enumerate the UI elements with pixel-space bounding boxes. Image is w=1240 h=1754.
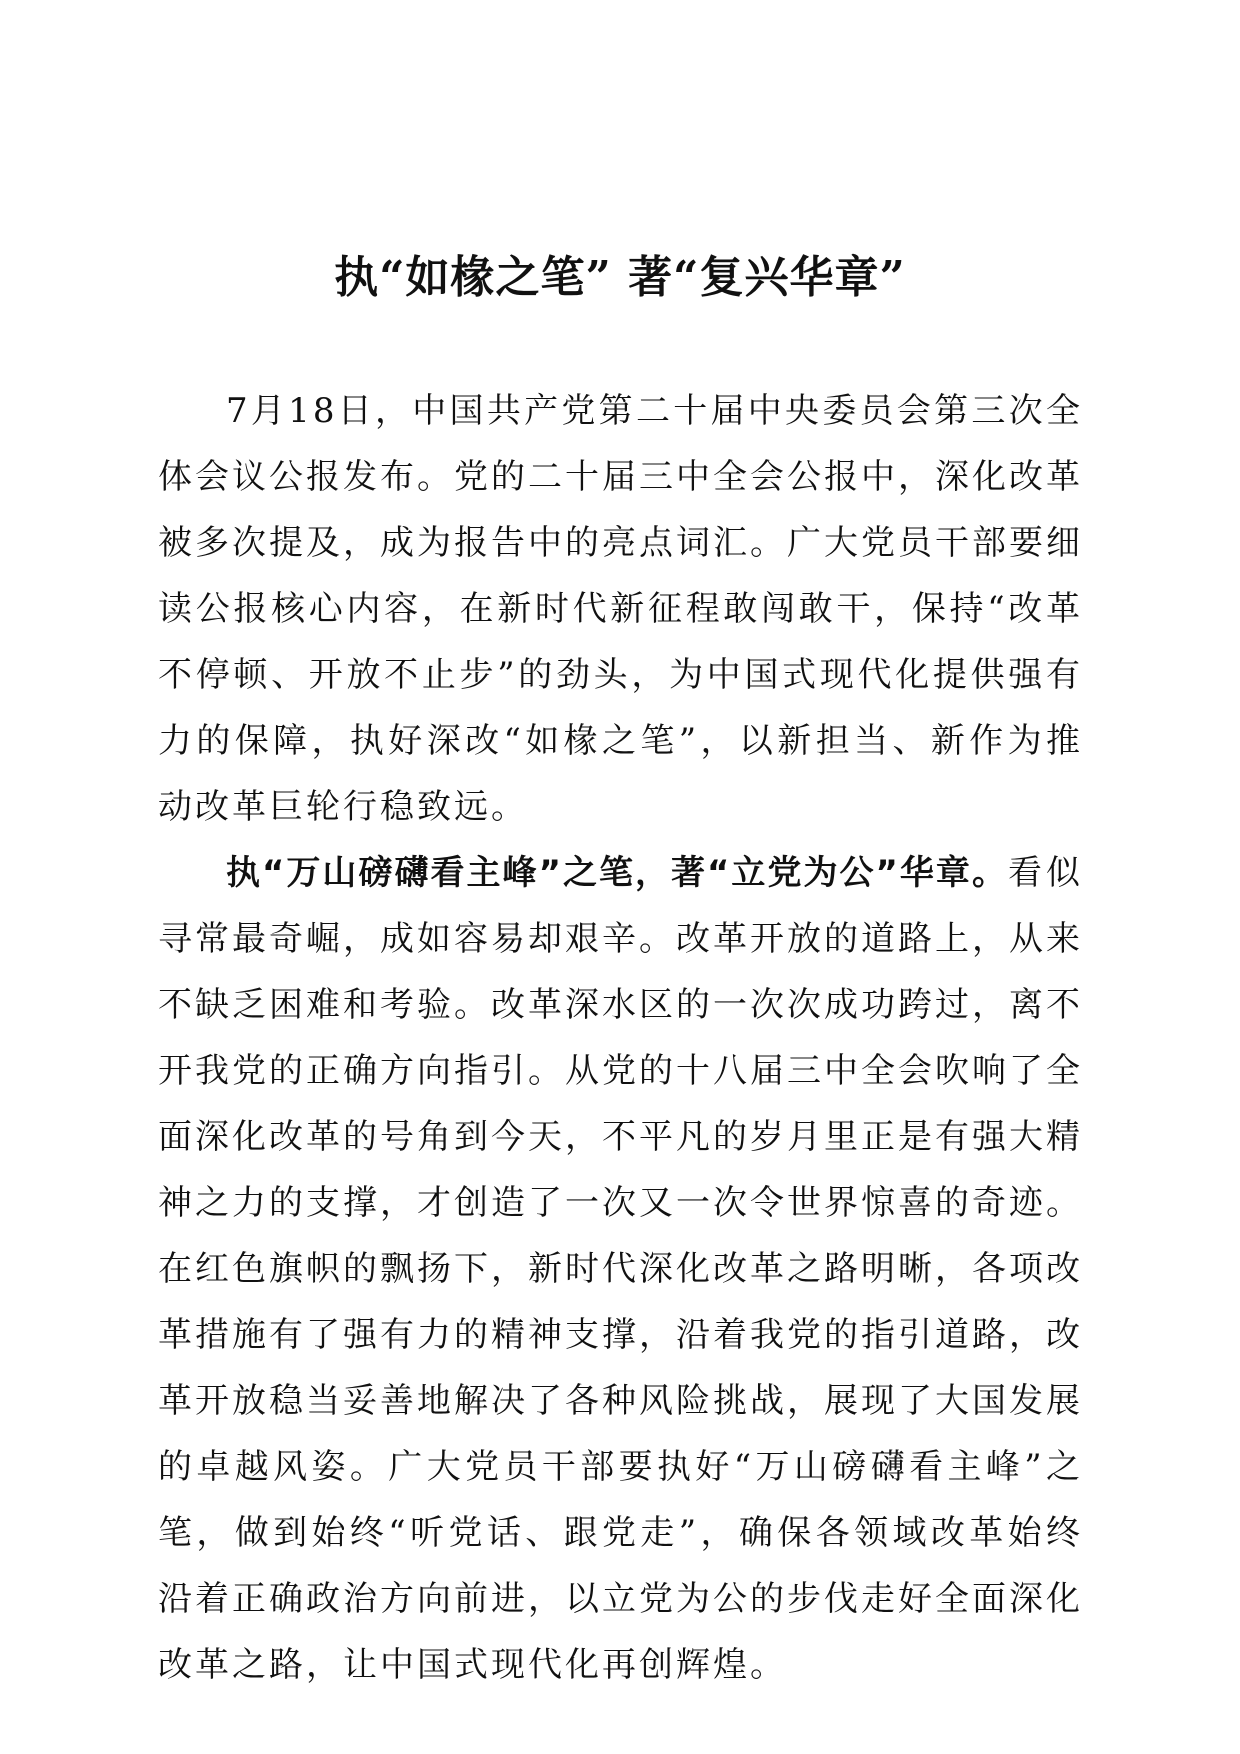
paragraph-text: 看似寻常最奇崛，成如容易却艰辛。改革开放的道路上，从来不缺乏困难和考验。改革深水区的一次次成功跨过，离不开我党的正确方向指引。从党的十八届三中全会吹响了全面深化改革的号角到今天，不平凡的岁月里正是有强大精神之力的支撑，才创造了一次又一次令世界惊喜的奇迹。在红色旗帜的飘扬下，新时代深化改革之路明晰，各项改革措施有了强有力的精神支撑，沿着我党的指引道路，改革开放稳当妥善地解决了各种风险挑战，展现了大国发展的卓越风姿。广大党员干部要执好“万山磅礴看主峰”之笔，做到始终“听党话、跟党走”，确保各领域改革始终沿着正确政治方向前进，以立党为公的步伐走好全面深化改革之路，让中国式现代化再创辉煌。	[158, 853, 1083, 1685]
paragraph-text: 7月18日，中国共产党第二十届中央委员会第三次全体会议公报发布。党的二十届三中全会公报中，深化改革被多次提及，成为报告中的亮点词汇。广大党员干部要细读公报核心内容，在新时代新征程敢闯敢干，保持“改革不停顿、开放不止步”的劲头，为中国式现代化提供强有力的保障，执好深改“如椽之笔”，以新担当、新作为推动改革巨轮行稳致远。	[158, 391, 1083, 827]
paragraph-lead: 执“万山磅礴看主峰”之笔，著“立党为公”华章。	[226, 853, 1008, 893]
paragraph-section-1	[158, 840, 1083, 1698]
document-body	[158, 378, 1083, 1698]
document-title: 执“如椽之笔” 著“复兴华章”	[334, 252, 906, 303]
paragraph-intro	[158, 378, 1083, 840]
